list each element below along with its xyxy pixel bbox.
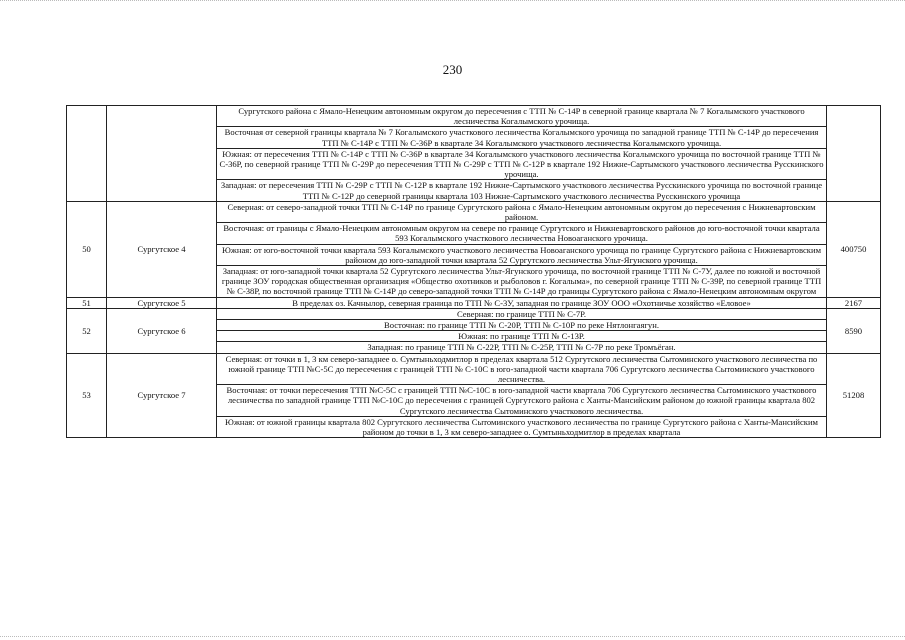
boundary-description-cell: Западная: от пересечения ТТП № С-29Р с ТТП № С-12Р в квартале 192 Нижне-Сартымского участкового лесничества Русскинского урочища по восточной границе ТТП № С-12Р до северной границы квартала 103 Нижне-Сартымского участкового лесничества Русскинского урочища (217, 180, 827, 201)
ground-name-cell: Сургутское 6 (107, 308, 217, 353)
boundary-description-cell: Северная: от точки в 1, 3 км северо-западнее о. Сумтыньходмитлор в пределах квартала 512 Сургутского лесничества Сытоминского участкового лесничества по южной границе ТТП №С-5С до пересечения с границей ТТП № С-10С в юго-западной части квартала 706 Сургутского лесничества Сытоминского участкового лесничества. (217, 353, 827, 385)
boundary-description-cell: Восточная: от точки пересечения ТТП №С-5С с границей ТТП №С-10С в юго-западной части квартала 706 Сургутского лесничества Сытоминского участкового лесничества по западной границе ТТП №С-10С до пересечения с границей Сургутского района с Ханты-Мансийским районом до южной границы квартала 802 Сургутского лесничества Сытоминского участкового лесничества. (217, 385, 827, 417)
page-number: 230 (442, 62, 463, 77)
area-cell (827, 106, 881, 202)
table-row (67, 308, 881, 319)
table-row (67, 106, 881, 127)
ground-name-cell: Сургутское 4 (107, 201, 217, 297)
boundary-description-cell: Южная: по границе ТТП № С-13Р. (217, 331, 827, 342)
boundary-description-cell: В пределах оз. Качнылор, северная граница по ТТП № С-3У, западная по границе ЗОУ ООО «Охотничье хозяйство «Еловое» (217, 297, 827, 308)
hunting-grounds-table (66, 105, 881, 438)
table-body (67, 106, 881, 438)
table-row (67, 297, 881, 308)
table-row (67, 201, 881, 222)
row-number-cell: 52 (67, 308, 107, 353)
row-number-cell: 50 (67, 201, 107, 297)
row-number-cell: 53 (67, 353, 107, 438)
boundary-description-cell: Южная: от южной границы квартала 802 Сургутского лесничества Сытоминского участкового лесничества по границе Сургутского района с Ханты-Мансийским районом до точки в 1, 3 км северо-западнее о. Сумтыньходмитлор в пределах квартала (217, 416, 827, 437)
area-cell: 400750 (827, 201, 881, 297)
row-number-cell: 51 (67, 297, 107, 308)
table-row (67, 353, 881, 385)
ground-name-cell (107, 106, 217, 202)
area-cell: 2167 (827, 297, 881, 308)
boundary-description-cell: Восточная: от границы с Ямало-Ненецким автономным округом на севере по границе Сургутского и Нижневартовского районов до юго-восточной точки квартала 593 Когалымского участкового лесничества Новоаганского урочища. (217, 223, 827, 244)
row-number-cell (67, 106, 107, 202)
boundary-description-cell: Восточная от северной границы квартала № 7 Когалымского участкового лесничества Когалымского урочища по западной границе ТТП № С-14Р до пересечения ТТП № С-14Р с ТТП № С-36Р в квартале 34 Когалымского участкового лесничества Когалымского урочища. (217, 127, 827, 148)
boundary-description-cell: Северная: по границе ТТП № С-7Р. (217, 308, 827, 319)
scan-edge-bottom (0, 636, 905, 638)
ground-name-cell: Сургутское 7 (107, 353, 217, 438)
boundary-description-cell: Сургутского района с Ямало-Ненецким автономным округом до пересечения с ТТП № С-14Р в северной границе квартала № 7 Когалымского участкового лесничества Когалымского урочища. (217, 106, 827, 127)
scan-edge-top (0, 0, 905, 2)
boundary-description-cell: Северная: от северо-западной точки ТТП № С-14Р по границе Сургутского района с Ямало-Ненецким автономным округом до пересечения с Нижневартовским районом. (217, 201, 827, 222)
boundary-description-cell: Западная: по границе ТТП № С-22Р, ТТП № С-25Р, ТТП № С-7Р по реке Тромъёган. (217, 342, 827, 353)
boundary-description-cell: Западная: от юго-западной точки квартала 52 Сургутского лесничества Ульт-Ягунского урочища, по восточной границе ТТП № С-7У, далее по южной и восточной границе ЗОУ городская общественная организация «Общество охотников и рыболовов г. Когалыма», по северной границе ТТП № С-39Р, по северной границе ТТП № С-38Р, по восточной границе ТТП № С-14Р до северо-западной точки ТТП № С-14Р до границы Сургутского района с Ямало-Ненецким автономным округом (217, 266, 827, 298)
boundary-description-cell: Южная: от юго-восточной точки квартала 593 Когалымского участкового лесничества Новоаганского урочища по границе Сургутского района с Нижневартовским районом до юго-западной точки квартала 52 Сургутского лесничества Ульт-Ягунского урочища. (217, 244, 827, 265)
boundary-description-cell: Восточная: по границе ТТП № С-20Р, ТТП № С-10Р по реке Нятлонгаягун. (217, 320, 827, 331)
boundary-description-cell: Южная: от пересечения ТТП № С-14Р с ТТП № С-36Р в квартале 34 Когалымского участкового лесничества Когалымского урочища по восточной границе ТТП № С-36Р, по северной границе ТТП № С-29Р до пересечения ТТП № С-29Р с ТТП № С-12Р в квартале 192 Нижне-Сартымского участкового лесничества Русскинского урочища. (217, 148, 827, 180)
area-cell: 51208 (827, 353, 881, 438)
ground-name-cell: Сургутское 5 (107, 297, 217, 308)
area-cell: 8590 (827, 308, 881, 353)
